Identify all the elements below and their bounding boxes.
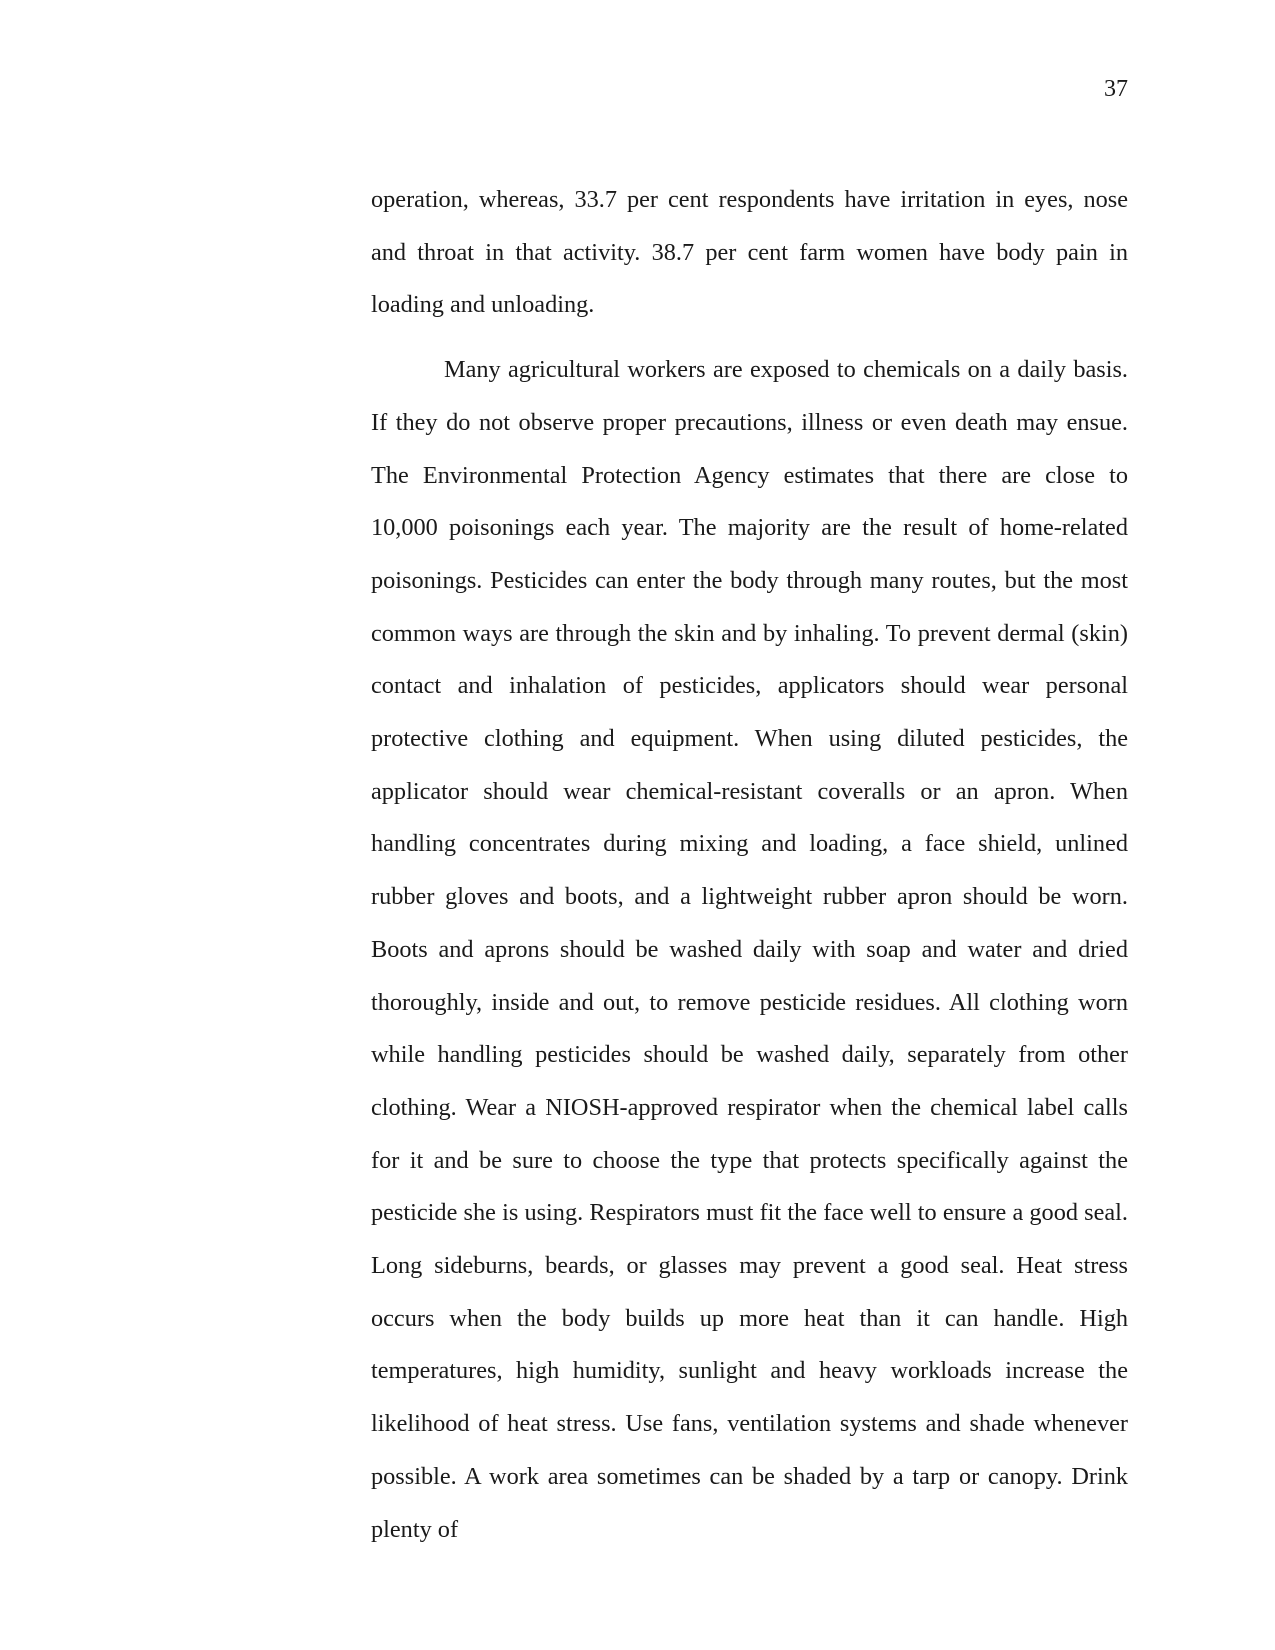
paragraph-continued: operation, whereas, 33.7 per cent respondents have irritation in eyes, nose and throat in that activity. 38.7 per cent farm women have body pain in loading and unloading. (371, 186, 1128, 319)
paragraph-pesticide-safety: Many agricultural workers are exposed to chemicals on a daily basis. If they do not observe proper precautions, illness or even death may ensue. The Environmental Protection Agency estimates that there are close to 10,000 poisonings each year. The majority are the result of home-related poisonings. Pesticides can enter the body through many routes, but the most common ways are through the skin and by inhaling. To prevent dermal (skin) contact and inhalation of pesticides, applicators should wear personal protective clothing and equipment. When using diluted pesticides, the applicator should wear chemical-resistant coveralls or an apron. When handling concentrates during mixing and loading, a face shield, unlined rubber gloves and boots, and a lightweight rubber apron should be worn. Boots and aprons should be washed daily with soap and water and dried thoroughly, inside and out, to remove pesticide residues. All clothing worn while handling pesticides should be washed daily, separately from other clothing. Wear a NIOSH-approved respirator when the chemical label calls for it and be sure to choose the type that protects specifically against the pesticide she is using. Respirators must fit the face well to ensure a good seal. Long sideburns, beards, or glasses may prevent a good seal. Heat stress occurs when the body builds up more heat than it can handle. High temperatures, high humidity, sunlight and heavy workloads increase the likelihood of heat stress. Use fans, ventilation systems and shade whenever possible. A work area sometimes can be shaded by a tarp or canopy. Drink plenty of (371, 356, 1128, 1543)
body-text (371, 174, 1128, 1556)
page-number: 37 (1104, 76, 1128, 102)
